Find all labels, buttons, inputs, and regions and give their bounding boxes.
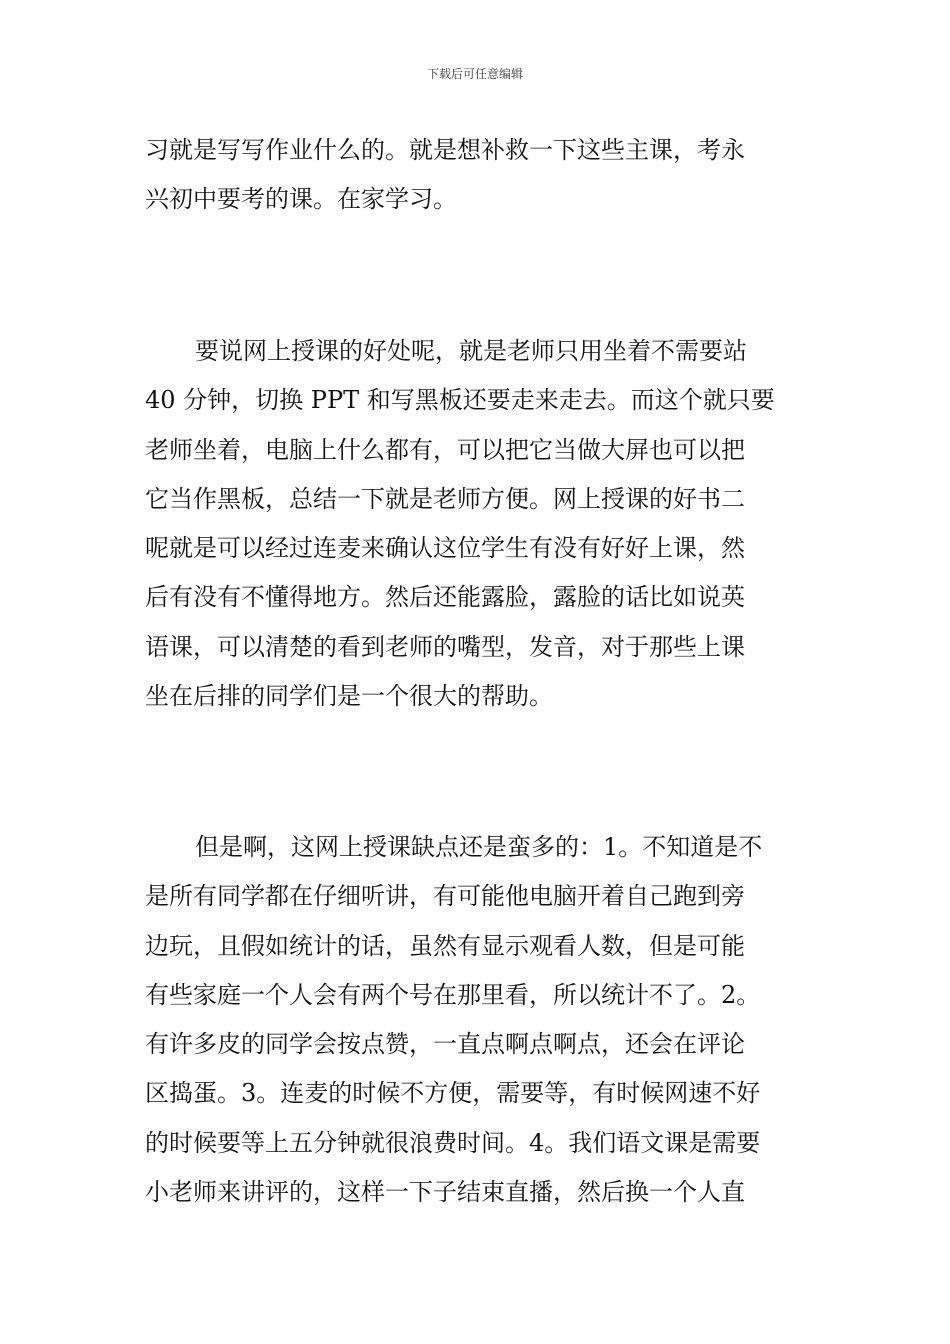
paragraph-line: 它当作黑板，总结一下就是老师方便。网上授课的好书二	[145, 484, 745, 513]
paragraph-line: 后有没有不懂得地方。然后还能露脸，露脸的话比如说英	[145, 583, 745, 612]
paragraph-line: 小老师来讲评的，这样一下子结束直播，然后换一个人直	[145, 1178, 745, 1207]
paragraph-line: 老师坐着，电脑上什么都有，可以把它当做大屏也可以把	[145, 435, 745, 464]
paragraph-line: 有些家庭一个人会有两个号在那里看，所以统计不了。2。	[145, 980, 761, 1009]
paragraph-line: 是所有同学都在仔细听讲，有可能他电脑开着自己跑到旁	[145, 882, 745, 911]
paragraph-line: 要说网上授课的好处呢，就是老师只用坐着不需要站	[195, 337, 747, 365]
paragraph-1	[145, 126, 807, 225]
paragraph-line: 区捣蛋。3。连麦的时候不方便，需要等，有时候网速不好	[145, 1079, 761, 1108]
paragraph-3	[145, 823, 807, 1217]
paragraph-line: 但是啊，这网上授课缺点还是蛮多的：1。不知道是不	[195, 833, 763, 861]
paragraph-line: 有许多皮的同学会按点赞，一直点啊点啊点，还会在评论	[145, 1030, 745, 1059]
page-header: 下载后可任意编辑	[426, 67, 523, 81]
paragraph-line: 40 分钟，切换 PPT 和写黑板还要走来走去。而这个就只要	[145, 386, 775, 415]
paragraph-line: 边玩，且假如统计的话，虽然有显示观看人数，但是可能	[145, 931, 745, 960]
paragraph-2	[145, 327, 807, 721]
paragraph-line: 的时候要等上五分钟就很浪费时间。4。我们语文课是需要	[145, 1128, 761, 1157]
paragraph-line: 坐在后排的同学们是一个很大的帮助。	[145, 682, 553, 711]
paragraph-line: 习就是写写作业什么的。就是想补救一下这些主课，考永	[145, 136, 745, 164]
paragraph-line: 呢就是可以经过连麦来确认这位学生有没有好好上课，然	[145, 534, 745, 563]
paragraph-line: 兴初中要考的课。在家学习。	[145, 185, 457, 214]
paragraph-line: 语课，可以清楚的看到老师的嘴型，发音，对于那些上课	[145, 632, 745, 661]
